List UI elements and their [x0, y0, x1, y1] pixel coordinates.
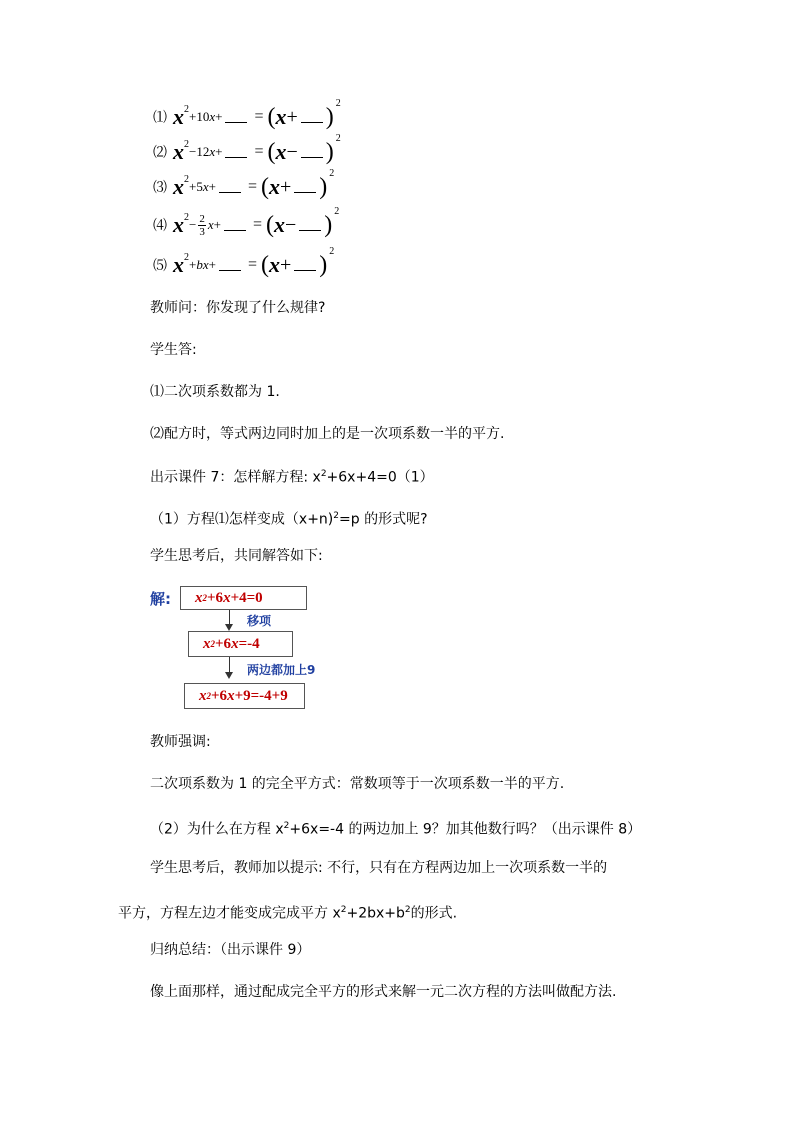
arrow-down-icon — [225, 672, 233, 679]
operator: + — [213, 217, 221, 232]
operator: − — [286, 140, 298, 163]
teacher-question: 教师问：你发现了什么规律? — [150, 300, 326, 316]
variable: x — [274, 212, 285, 237]
exponent: 2 — [184, 103, 189, 115]
exercise-number: ⑶ — [153, 181, 167, 196]
operator: − — [189, 217, 197, 232]
equation-box-2: x 2 +6 x =-4 — [188, 631, 293, 657]
equals-sign: = — [247, 256, 257, 273]
equals-sign: = — [254, 108, 264, 125]
blank-field[interactable] — [301, 146, 323, 158]
blank-field[interactable] — [225, 111, 247, 123]
variable: x — [269, 252, 280, 277]
summary-heading: 归纳总结：（出示课件 9） — [150, 942, 311, 958]
operator: + — [215, 109, 223, 124]
equation-box-3: x 2 +6 x +9=-4+9 — [184, 683, 305, 709]
exponent: 2 — [184, 211, 189, 223]
variable: x — [173, 139, 184, 164]
teacher-emphasis: 教师强调: — [150, 734, 211, 750]
variable: x — [173, 174, 184, 199]
exponent: 2 — [335, 132, 341, 144]
student-answer-label: 学生答: — [150, 342, 197, 358]
variable: x — [173, 252, 184, 277]
operator: − — [285, 213, 297, 236]
think-together: 学生思考后，共同解答如下: — [150, 548, 323, 564]
answer-2: ⑵配方时，等式两边同时加上的是一次项系数一半的平方. — [150, 426, 505, 442]
exercise-number: ⑷ — [153, 219, 167, 234]
coefficient: +5 — [189, 179, 203, 194]
exponent: 2 — [329, 167, 335, 179]
variable: x — [209, 144, 216, 159]
operator: + — [189, 257, 197, 272]
equals-sign: = — [247, 178, 257, 195]
variable-b: b — [196, 257, 203, 272]
teacher-hint-continued: 平方，方程左边才能变成完成平方 $x^2+2bx+b^2$的形式. — [118, 905, 458, 922]
coefficient: −12 — [189, 144, 210, 159]
question-1: （1）方程⑴怎样变成（x+n)$^2$=p 的形式呢? — [150, 511, 428, 528]
equals-sign: = — [254, 143, 264, 160]
exponent: 2 — [184, 138, 189, 150]
exponent: 2 — [184, 251, 189, 263]
blank-field[interactable] — [219, 259, 241, 271]
exponent: 2 — [334, 205, 340, 217]
variable: x — [173, 212, 184, 237]
variable: x — [202, 257, 209, 272]
step-label-2: 两边都加上9 — [247, 663, 316, 677]
variable: x — [209, 109, 216, 124]
answer-1: ⑴二次项系数都为 1. — [150, 384, 280, 400]
operator: + — [280, 175, 292, 198]
step-label-1: 移项 — [247, 614, 272, 628]
variable: x — [173, 104, 184, 129]
exercise-1: ⑴ x $^2$ +10 x + = ( x + ) 2 — [153, 97, 341, 130]
exercise-5: ⑸ x $^2$ + b x + = ( x + ) 2 — [153, 245, 335, 278]
arrow-down-icon — [225, 624, 233, 631]
solution-label: 解: — [150, 590, 171, 608]
operator: + — [208, 179, 216, 194]
fraction: $\frac{2}{3}$ — [199, 212, 205, 238]
variable: x — [202, 179, 209, 194]
variable: x — [275, 104, 287, 129]
operator: + — [286, 105, 298, 128]
blank-field[interactable] — [294, 259, 316, 271]
rule-statement: 二次项系数为 1 的完全平方式：常数项等于一次项系数一半的平方. — [150, 776, 565, 792]
exercise-2: ⑵ x $^2$ −12 x + = ( x − ) 2 — [153, 132, 341, 165]
exercise-3: ⑶ x $^2$ +5 x + = ( x + ) 2 — [153, 167, 335, 200]
variable: x — [269, 174, 280, 199]
method-definition: 像上面那样，通过配成完全平方的形式来解一元二次方程的方法叫做配方法. — [150, 984, 617, 1000]
coefficient: +10 — [189, 109, 210, 124]
variable: x — [275, 139, 287, 164]
blank-field[interactable] — [299, 219, 321, 231]
operator: + — [215, 144, 223, 159]
operator: + — [208, 257, 216, 272]
exercise-number: ⑴ — [153, 111, 167, 126]
blank-field[interactable] — [219, 181, 241, 193]
exponent: 2 — [329, 245, 335, 257]
arrow-line — [229, 610, 230, 625]
exponent: 2 — [335, 97, 341, 109]
blank-field[interactable] — [224, 219, 246, 231]
exercise-4: ⑷ x $^2$ − $\frac{2}{3}$ x + = ( x − ) 2 — [153, 205, 340, 238]
blank-field[interactable] — [294, 181, 316, 193]
equation-box-1: x 2 +6 x +4=0 — [180, 586, 307, 610]
arrow-line — [229, 657, 230, 673]
blank-field[interactable] — [301, 111, 323, 123]
blank-field[interactable] — [225, 146, 247, 158]
question-2: （2）为什么在方程 $x^2+6x=-4$ 的两边加上 9？加其他数行吗？（出示课件 8） — [150, 821, 642, 838]
exponent: 2 — [184, 173, 189, 185]
teacher-hint: 学生思考后，教师加以提示: 不行，只有在方程两边加上一次项系数一半的 — [150, 860, 608, 876]
equals-sign: = — [252, 216, 262, 233]
courseware-7: 出示课件 7：怎样解方程: $x^2+6x+4=0(1)$ — [150, 469, 434, 486]
exercise-number: ⑸ — [153, 259, 167, 274]
variable: x — [207, 217, 214, 232]
operator: + — [280, 253, 292, 276]
exercise-number: ⑵ — [153, 146, 167, 161]
